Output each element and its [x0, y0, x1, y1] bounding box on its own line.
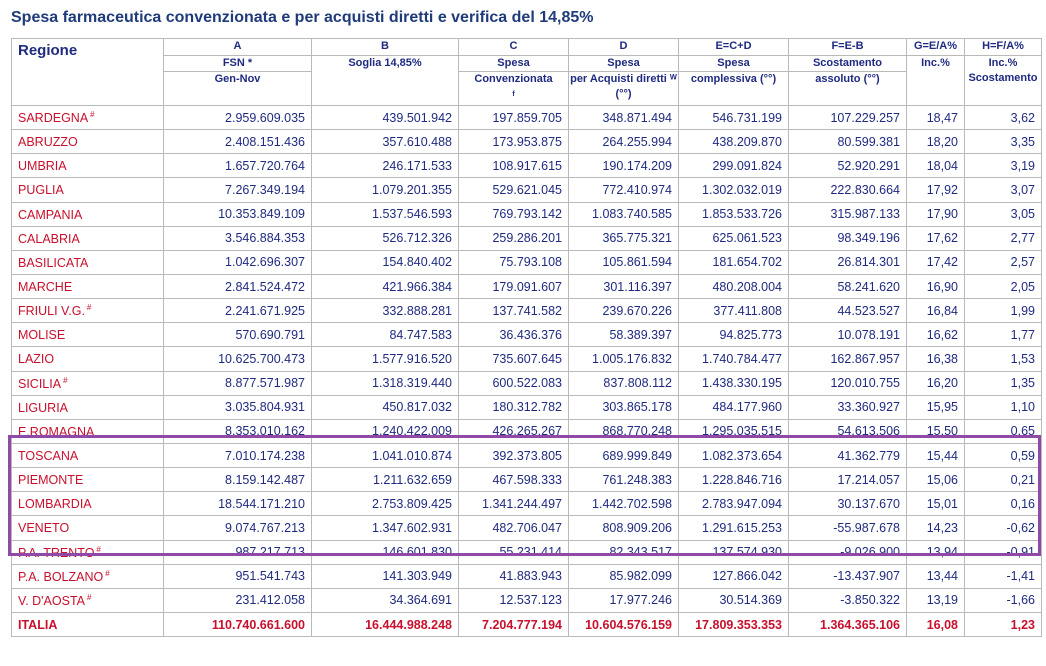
region-cell: [12, 371, 164, 395]
cell-h: 0,21: [965, 468, 1042, 492]
cell-g: 14,23: [907, 516, 965, 540]
cell-c: 467.598.333: [459, 468, 569, 492]
cell-a: 10.353.849.109: [164, 202, 312, 226]
cell-g: 13,44: [907, 564, 965, 588]
cell-h: 1,10: [965, 395, 1042, 419]
cell-c: 482.706.047: [459, 516, 569, 540]
cell-f: -9.026.900: [789, 540, 907, 564]
table-row: [12, 250, 1042, 274]
table-row: [12, 299, 1042, 323]
table-row: [12, 492, 1042, 516]
cell-d: 264.255.994: [569, 130, 679, 154]
region-name: P.A. TRENTO: [18, 545, 95, 560]
region-cell: [12, 154, 164, 178]
cell-d: 17.977.246: [569, 588, 679, 612]
region-footnote-mark: #: [63, 375, 68, 385]
header-regione: Regione: [12, 39, 164, 106]
cell-d: 348.871.494: [569, 106, 679, 130]
region-cell: [12, 443, 164, 467]
region-cell: [12, 468, 164, 492]
cell-d: 190.174.209: [569, 154, 679, 178]
table-row: [12, 371, 1042, 395]
cell-c: 600.522.083: [459, 371, 569, 395]
cell-e: 1.291.615.253: [679, 516, 789, 540]
cell-h: 1,53: [965, 347, 1042, 371]
cell-h: -0,62: [965, 516, 1042, 540]
cell-g: 17,62: [907, 226, 965, 250]
col-h-label: [965, 56, 1042, 106]
cell-g: 17,42: [907, 250, 965, 274]
region-name: CALABRIA: [18, 231, 80, 246]
table-row: [12, 178, 1042, 202]
cell-c: 197.859.705: [459, 106, 569, 130]
cell-f: 315.987.133: [789, 202, 907, 226]
cell-d: 58.389.397: [569, 323, 679, 347]
region-cell: [12, 588, 164, 612]
cell-h: 0,65: [965, 419, 1042, 443]
col-letter-f: F=E-B: [789, 39, 907, 56]
table-row: [12, 588, 1042, 612]
cell-b: 1.079.201.355: [312, 178, 459, 202]
cell-d: 837.808.112: [569, 371, 679, 395]
region-cell: [12, 274, 164, 298]
cell-d: 808.909.206: [569, 516, 679, 540]
cell-e: 1.438.330.195: [679, 371, 789, 395]
cell-b: 246.171.533: [312, 154, 459, 178]
cell-a: 3.546.884.353: [164, 226, 312, 250]
col-c-sub-text: Convenzionata: [474, 73, 553, 85]
cell-a: 7.010.174.238: [164, 443, 312, 467]
cell-h: 1,99: [965, 299, 1042, 323]
region-cell: [12, 492, 164, 516]
cell-b: 1.240.422.009: [312, 419, 459, 443]
cell-a: 987.217.713: [164, 540, 312, 564]
cell-b: 357.610.488: [312, 130, 459, 154]
table-row: [12, 468, 1042, 492]
cell-e: 1.228.846.716: [679, 468, 789, 492]
table-row: [12, 443, 1042, 467]
region-cell: [12, 250, 164, 274]
cell-h: 3,05: [965, 202, 1042, 226]
region-name: MOLISE: [18, 328, 66, 343]
cell-h: 2,57: [965, 250, 1042, 274]
cell-d: 1.442.702.598: [569, 492, 679, 516]
region-cell: [12, 226, 164, 250]
cell-c: 41.883.943: [459, 564, 569, 588]
cell-e: 1.740.784.477: [679, 347, 789, 371]
cell-g: 16,20: [907, 371, 965, 395]
cell-e: 1.302.032.019: [679, 178, 789, 202]
cell-g: 16,90: [907, 274, 965, 298]
cell-e: 1.853.533.726: [679, 202, 789, 226]
cell-d: 10.604.576.159: [569, 612, 679, 636]
region-name: E.ROMAGNA: [18, 424, 95, 439]
cell-f: 162.867.957: [789, 347, 907, 371]
cell-b: 1.577.916.520: [312, 347, 459, 371]
cell-g: 15,06: [907, 468, 965, 492]
cell-g: 16,38: [907, 347, 965, 371]
total-row: [12, 612, 1042, 636]
cell-f: 26.814.301: [789, 250, 907, 274]
cell-h: 2,77: [965, 226, 1042, 250]
cell-h: 3,35: [965, 130, 1042, 154]
page-title: Spesa farmaceutica convenzionata e per acquisti diretti e verifica del 14,85%: [11, 9, 594, 26]
cell-e: 1.082.373.654: [679, 443, 789, 467]
col-e-label: Spesa: [679, 56, 789, 72]
cell-g: 17,92: [907, 178, 965, 202]
cell-g: 16,84: [907, 299, 965, 323]
cell-c: 55.231.414: [459, 540, 569, 564]
table-row: [12, 419, 1042, 443]
cell-g: 15,50: [907, 419, 965, 443]
cell-b: 421.966.384: [312, 274, 459, 298]
cell-b: 526.712.326: [312, 226, 459, 250]
col-a-sub: Gen-Nov: [164, 72, 312, 106]
col-letter-h: H=F/A%: [965, 39, 1042, 56]
col-letter-g: G=E/A%: [907, 39, 965, 56]
region-name: ABRUZZO: [18, 135, 78, 150]
cell-g: 18,04: [907, 154, 965, 178]
cell-g: 18,20: [907, 130, 965, 154]
cell-b: 1.347.602.931: [312, 516, 459, 540]
cell-a: 3.035.804.931: [164, 395, 312, 419]
cell-h: 3,07: [965, 178, 1042, 202]
cell-e: 625.061.523: [679, 226, 789, 250]
region-name: LOMBARDIA: [18, 497, 92, 512]
col-a-label: FSN *: [164, 56, 312, 72]
region-name: PIEMONTE: [18, 473, 84, 488]
region-name: TOSCANA: [18, 449, 79, 464]
col-letter-c: C: [459, 39, 569, 56]
region-footnote-mark: #: [105, 568, 110, 578]
cell-f: 1.364.365.106: [789, 612, 907, 636]
cell-b: 1.211.632.659: [312, 468, 459, 492]
table-row: [12, 106, 1042, 130]
region-cell: [12, 178, 164, 202]
cell-h: -0,91: [965, 540, 1042, 564]
cell-c: 529.621.045: [459, 178, 569, 202]
cell-c: 1.341.244.497: [459, 492, 569, 516]
col-g-label: Inc.%: [907, 56, 965, 106]
cell-a: 8.353.010.162: [164, 419, 312, 443]
cell-f: 58.241.620: [789, 274, 907, 298]
cell-d: 82.343.517: [569, 540, 679, 564]
cell-e: 546.731.199: [679, 106, 789, 130]
table-row: [12, 516, 1042, 540]
cell-a: 110.740.661.600: [164, 612, 312, 636]
col-b-label: Soglia 14,85%: [312, 56, 459, 106]
cell-d: 868.770.248: [569, 419, 679, 443]
cell-c: 36.436.376: [459, 323, 569, 347]
table-row: [12, 564, 1042, 588]
cell-f: 222.830.664: [789, 178, 907, 202]
region-name: ITALIA: [18, 617, 58, 632]
total-label: [12, 612, 164, 636]
cell-a: 7.267.349.194: [164, 178, 312, 202]
cell-a: 18.544.171.210: [164, 492, 312, 516]
cell-d: 761.248.383: [569, 468, 679, 492]
cell-c: 735.607.645: [459, 347, 569, 371]
region-cell: [12, 564, 164, 588]
cell-h: 0,59: [965, 443, 1042, 467]
region-footnote-mark: #: [86, 303, 92, 313]
region-name: P.A. BOLZANO: [18, 569, 104, 584]
region-name: CAMPANIA: [18, 207, 83, 222]
cell-g: 13,94: [907, 540, 965, 564]
region-footnote-mark: #: [87, 592, 92, 602]
cell-f: 30.137.670: [789, 492, 907, 516]
col-f-sub: assoluto (°°): [789, 72, 907, 106]
cell-b: 141.303.949: [312, 564, 459, 588]
cell-g: 16,62: [907, 323, 965, 347]
col-e-sub: complessiva (°°): [679, 72, 789, 106]
pharma-spending-table: [11, 38, 1042, 637]
col-letter-e: E=C+D: [679, 39, 789, 56]
cell-g: 15,44: [907, 443, 965, 467]
col-c-sub: [459, 72, 569, 106]
cell-f: -3.850.322: [789, 588, 907, 612]
header-row-l2: [12, 72, 1042, 106]
cell-e: 127.866.042: [679, 564, 789, 588]
cell-e: 438.209.870: [679, 130, 789, 154]
cell-f: 80.599.381: [789, 130, 907, 154]
region-name: SICILIA: [18, 376, 62, 391]
cell-f: 98.349.196: [789, 226, 907, 250]
cell-d: 689.999.849: [569, 443, 679, 467]
cell-g: 15,95: [907, 395, 965, 419]
cell-b: 154.840.402: [312, 250, 459, 274]
cell-h: 1,77: [965, 323, 1042, 347]
cell-h: 0,16: [965, 492, 1042, 516]
col-d-label: Spesa: [569, 56, 679, 72]
cell-h: 1,23: [965, 612, 1042, 636]
cell-a: 2.841.524.472: [164, 274, 312, 298]
cell-a: 8.877.571.987: [164, 371, 312, 395]
cell-f: 33.360.927: [789, 395, 907, 419]
region-cell: [12, 540, 164, 564]
region-cell: [12, 419, 164, 443]
cell-h: 3,19: [965, 154, 1042, 178]
cell-c: 426.265.267: [459, 419, 569, 443]
col-f-label: Scostamento: [789, 56, 907, 72]
cell-e: 377.411.808: [679, 299, 789, 323]
cell-b: 1.318.319.440: [312, 371, 459, 395]
table-row: [12, 540, 1042, 564]
region-name: FRIULI V.G.: [18, 304, 85, 319]
cell-g: 17,90: [907, 202, 965, 226]
cell-c: 108.917.615: [459, 154, 569, 178]
header-row-l1: [12, 56, 1042, 72]
cell-d: 365.775.321: [569, 226, 679, 250]
cell-d: 303.865.178: [569, 395, 679, 419]
cell-e: 30.514.369: [679, 588, 789, 612]
cell-e: 484.177.960: [679, 395, 789, 419]
cell-f: 44.523.527: [789, 299, 907, 323]
header-row-letters: [12, 39, 1042, 56]
table-row: [12, 395, 1042, 419]
cell-a: 10.625.700.473: [164, 347, 312, 371]
region-name: PUGLIA: [18, 183, 64, 198]
region-name: MARCHE: [18, 280, 73, 295]
cell-c: 392.373.805: [459, 443, 569, 467]
cell-g: 16,08: [907, 612, 965, 636]
cell-f: 54.613.506: [789, 419, 907, 443]
cell-d: 301.116.397: [569, 274, 679, 298]
cell-a: 231.412.058: [164, 588, 312, 612]
cell-b: 34.364.691: [312, 588, 459, 612]
cell-a: 951.541.743: [164, 564, 312, 588]
cell-d: 1.083.740.585: [569, 202, 679, 226]
region-cell: [12, 299, 164, 323]
region-cell: [12, 106, 164, 130]
cell-e: 1.295.035.515: [679, 419, 789, 443]
cell-e: 181.654.702: [679, 250, 789, 274]
cell-c: 769.793.142: [459, 202, 569, 226]
cell-g: 18,47: [907, 106, 965, 130]
cell-f: 52.920.291: [789, 154, 907, 178]
table-row: [12, 347, 1042, 371]
cell-d: 105.861.594: [569, 250, 679, 274]
cell-f: 10.078.191: [789, 323, 907, 347]
region-cell: [12, 516, 164, 540]
cell-b: 84.747.583: [312, 323, 459, 347]
cell-f: -13.437.907: [789, 564, 907, 588]
cell-a: 2.241.671.925: [164, 299, 312, 323]
region-cell: [12, 323, 164, 347]
table-row: [12, 226, 1042, 250]
region-footnote-mark: #: [96, 544, 101, 554]
cell-h: 3,62: [965, 106, 1042, 130]
cell-c: 12.537.123: [459, 588, 569, 612]
cell-e: 299.091.824: [679, 154, 789, 178]
region-name: LIGURIA: [18, 400, 69, 415]
cell-b: 16.444.988.248: [312, 612, 459, 636]
cell-a: 1.657.720.764: [164, 154, 312, 178]
col-h-label-2: Scostamento: [968, 72, 1038, 84]
region-cell: [12, 202, 164, 226]
cell-b: 332.888.281: [312, 299, 459, 323]
cell-g: 13,19: [907, 588, 965, 612]
cell-h: 1,35: [965, 371, 1042, 395]
cell-b: 1.537.546.593: [312, 202, 459, 226]
cell-b: 1.041.010.874: [312, 443, 459, 467]
cell-b: 2.753.809.425: [312, 492, 459, 516]
col-h-label-1: Inc.%: [988, 57, 1018, 69]
region-name: BASILICATA: [18, 255, 89, 270]
cell-f: -55.987.678: [789, 516, 907, 540]
cell-b: 439.501.942: [312, 106, 459, 130]
cell-b: 146.601.830: [312, 540, 459, 564]
region-cell: [12, 130, 164, 154]
cell-a: 1.042.696.307: [164, 250, 312, 274]
cell-e: 137.574.930: [679, 540, 789, 564]
col-letter-d: D: [569, 39, 679, 56]
cell-a: 9.074.767.213: [164, 516, 312, 540]
cell-g: 15,01: [907, 492, 965, 516]
cell-e: 480.208.004: [679, 274, 789, 298]
region-name: V. D'AOSTA: [18, 593, 85, 608]
cell-c: 173.953.875: [459, 130, 569, 154]
table-row: [12, 154, 1042, 178]
cell-h: -1,41: [965, 564, 1042, 588]
cell-e: 94.825.773: [679, 323, 789, 347]
cell-d: 772.410.974: [569, 178, 679, 202]
region-name: UMBRIA: [18, 159, 67, 174]
cell-f: 107.229.257: [789, 106, 907, 130]
cell-e: 17.809.353.353: [679, 612, 789, 636]
region-cell: [12, 347, 164, 371]
col-d-sub: per Acquisti diretti ᵂ (°°): [569, 72, 679, 106]
col-c-note: f: [512, 91, 515, 98]
cell-f: 41.362.779: [789, 443, 907, 467]
col-c-label: Spesa: [459, 56, 569, 72]
cell-a: 570.690.791: [164, 323, 312, 347]
col-letter-a: A: [164, 39, 312, 56]
cell-b: 450.817.032: [312, 395, 459, 419]
cell-d: 1.005.176.832: [569, 347, 679, 371]
cell-c: 180.312.782: [459, 395, 569, 419]
cell-c: 7.204.777.194: [459, 612, 569, 636]
cell-c: 75.793.108: [459, 250, 569, 274]
region-cell: [12, 395, 164, 419]
cell-a: 2.959.609.035: [164, 106, 312, 130]
cell-a: 2.408.151.436: [164, 130, 312, 154]
region-name: LAZIO: [18, 352, 55, 367]
cell-d: 239.670.226: [569, 299, 679, 323]
region-name: SARDEGNA: [18, 111, 89, 126]
region-footnote-mark: #: [90, 109, 95, 119]
col-letter-b: B: [312, 39, 459, 56]
table-row: [12, 130, 1042, 154]
cell-c: 179.091.607: [459, 274, 569, 298]
table-row: [12, 202, 1042, 226]
cell-c: 137.741.582: [459, 299, 569, 323]
cell-f: 17.214.057: [789, 468, 907, 492]
cell-h: -1,66: [965, 588, 1042, 612]
region-name: VENETO: [18, 521, 70, 536]
cell-h: 2,05: [965, 274, 1042, 298]
cell-f: 120.010.755: [789, 371, 907, 395]
cell-d: 85.982.099: [569, 564, 679, 588]
table-row: [12, 274, 1042, 298]
cell-c: 259.286.201: [459, 226, 569, 250]
table-row: [12, 323, 1042, 347]
cell-a: 8.159.142.487: [164, 468, 312, 492]
cell-e: 2.783.947.094: [679, 492, 789, 516]
